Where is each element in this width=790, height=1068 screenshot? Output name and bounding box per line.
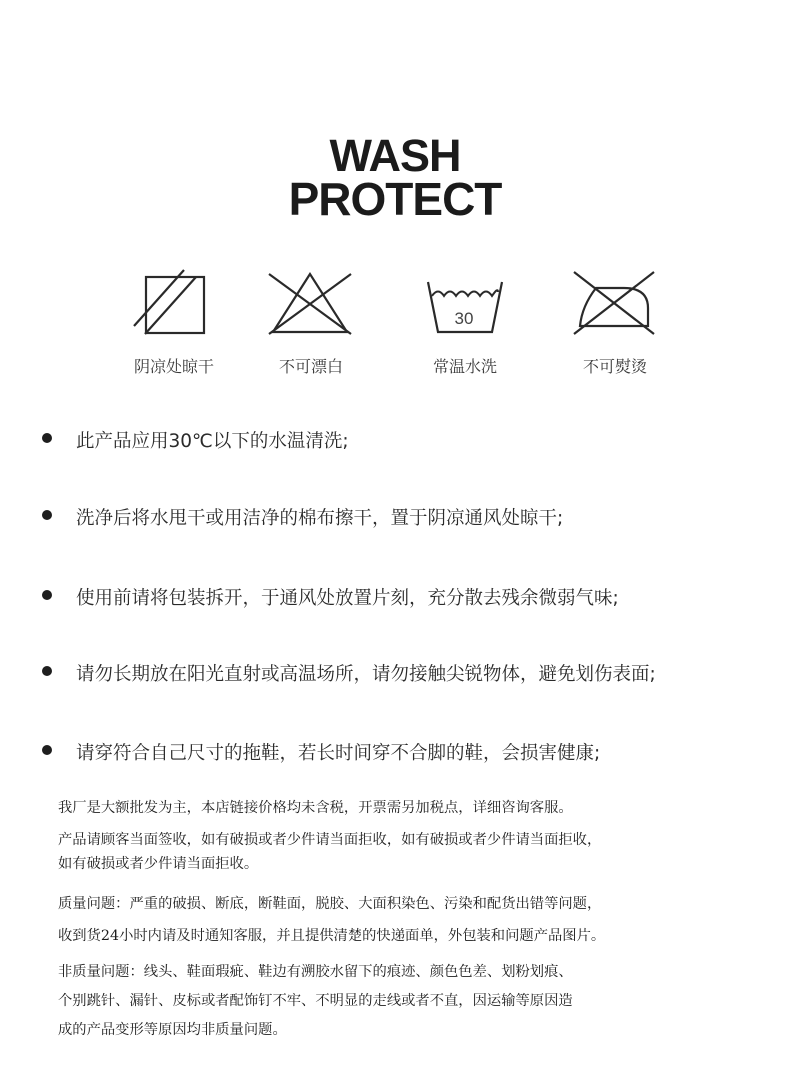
list-item bbox=[0, 731, 790, 771]
do-not-bleach-icon bbox=[265, 268, 355, 336]
bullet-icon bbox=[42, 510, 52, 520]
list-item-text: 使用前请将包装拆开，于通风处放置片刻，充分散去残余微弱气味; bbox=[76, 588, 619, 609]
notice-line: 质量问题：严重的破损、断底，断鞋面，脱胶、大面积染色、污染和配货出错等问题， bbox=[58, 896, 602, 912]
notice-line: 个别跳针、漏针、皮标或者配饰钉不牢、不明显的走线或者不直，因运输等原因造 bbox=[58, 993, 573, 1009]
wash-temperature-text: 30 bbox=[454, 309, 474, 328]
care-label-wash: 常温水洗 bbox=[432, 357, 497, 376]
notice-line: 产品请顾客当面签收，如有破损或者少件请当面拒收，如有破损或者少件请当面拒收， bbox=[58, 832, 602, 848]
list-item-text: 此产品应用30℃以下的水温清洗; bbox=[76, 431, 349, 452]
list-item bbox=[0, 652, 790, 692]
list-item bbox=[0, 419, 790, 459]
wash-30-icon bbox=[420, 268, 510, 336]
list-item bbox=[0, 576, 790, 616]
do-not-iron-icon bbox=[568, 268, 658, 336]
notice-line: 非质量问题：线头、鞋面瑕疵、鞋边有溯胶水留下的痕迹、颜色色差、划粉划痕、 bbox=[58, 964, 573, 980]
notice-line: 收到货24小时内请及时通知客服，并且提供清楚的快递面单，外包装和问题产品图片。 bbox=[58, 928, 606, 944]
care-label-dry-in-shade: 阴凉处晾干 bbox=[133, 357, 214, 376]
dry-in-shade-icon bbox=[126, 268, 216, 336]
bullet-icon bbox=[42, 433, 52, 443]
page-title-line-2: PROTECT bbox=[288, 173, 502, 225]
notice-line: 我厂是大额批发为主，本店链接价格均未含税，开票需另加税点，详细咨询客服。 bbox=[58, 800, 573, 816]
notice-line: 如有破损或者少件请当面拒收。 bbox=[58, 856, 259, 872]
notice-line: 成的产品变形等原因均非质量问题。 bbox=[58, 1022, 287, 1038]
page-title-line-1: WASH bbox=[329, 130, 461, 181]
bullet-icon bbox=[42, 745, 52, 755]
care-label-do-not-bleach: 不可漂白 bbox=[278, 357, 343, 376]
care-label-do-not-iron: 不可熨烫 bbox=[582, 357, 647, 376]
list-item-text: 请穿符合自己尺寸的拖鞋，若长时间穿不合脚的鞋，会损害健康; bbox=[76, 743, 601, 764]
bullet-icon bbox=[42, 666, 52, 676]
list-item-text: 洗净后将水甩干或用洁净的棉布擦干，置于阴凉通风处晾干; bbox=[76, 508, 564, 529]
list-item bbox=[0, 496, 790, 536]
list-item-text: 请勿长期放在阳光直射或高温场所，请勿接触尖锐物体，避免划伤表面; bbox=[76, 664, 656, 685]
bullet-icon bbox=[42, 590, 52, 600]
